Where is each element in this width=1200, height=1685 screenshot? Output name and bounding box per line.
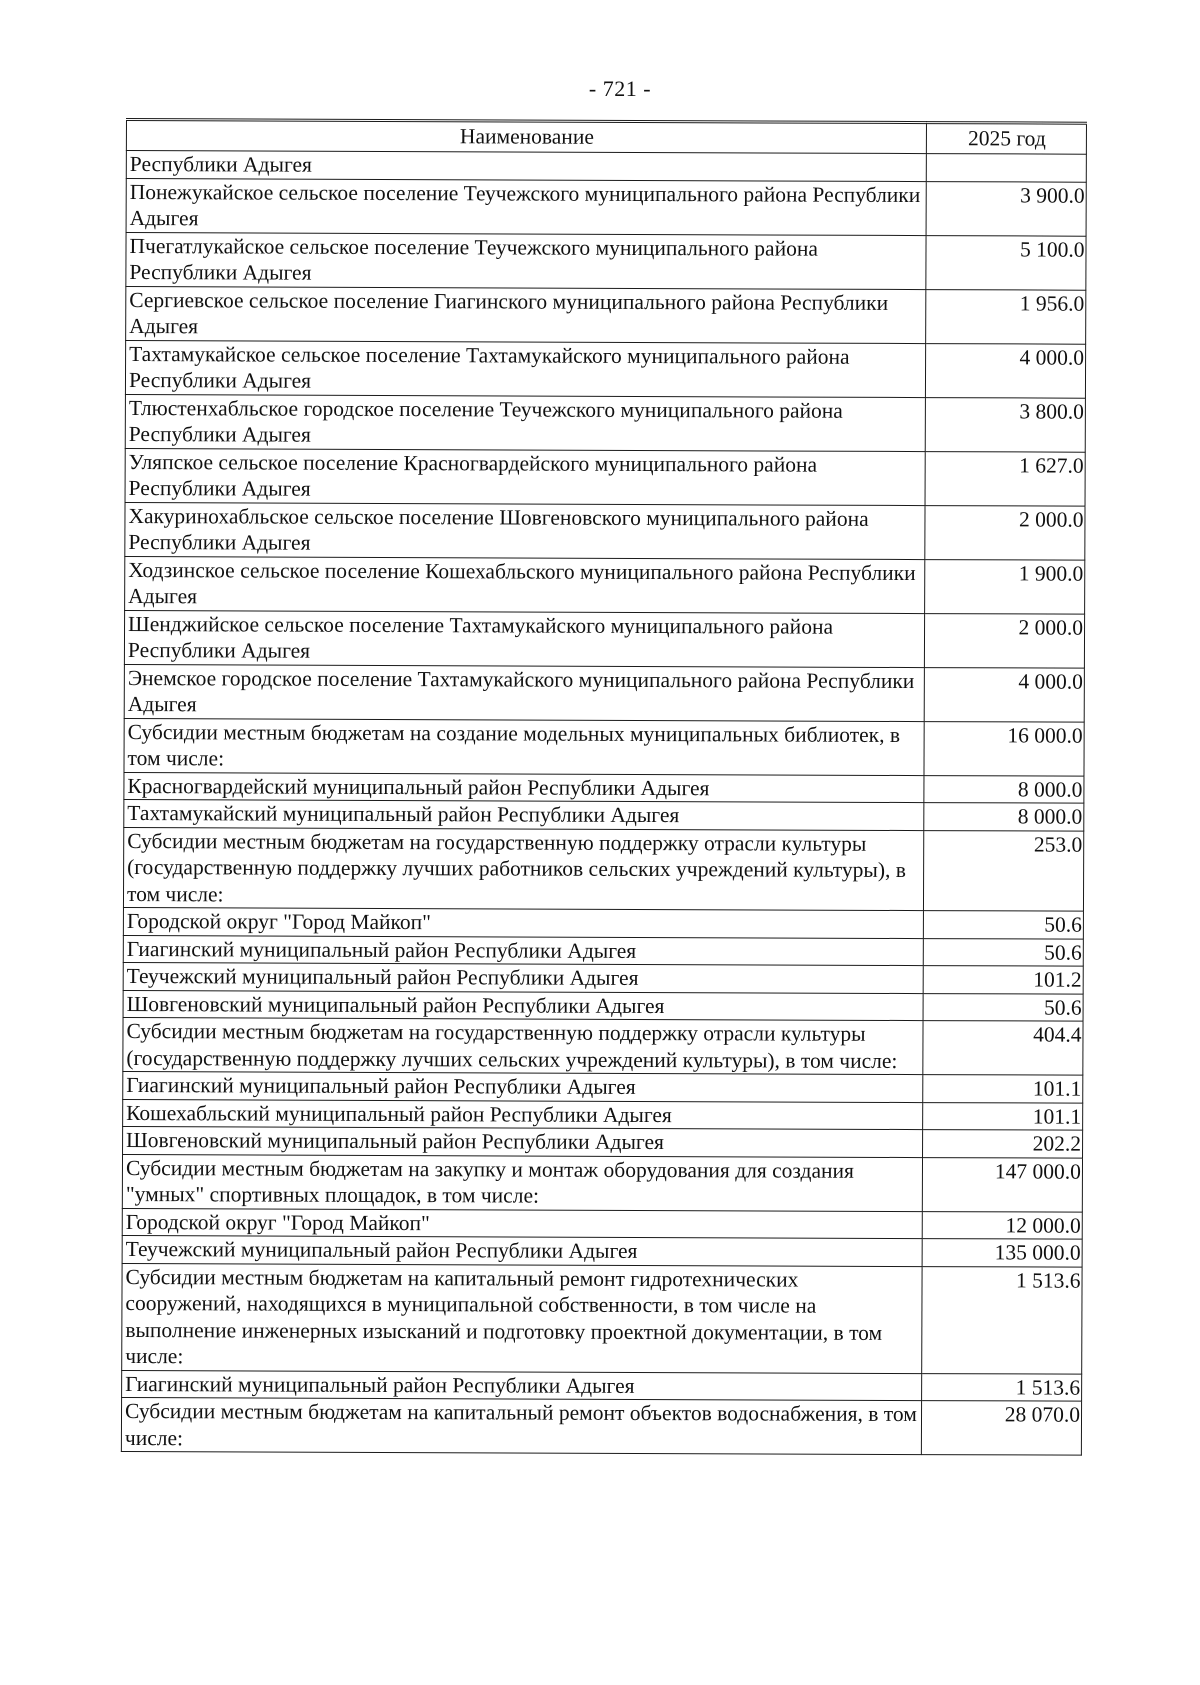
budget-table-container: [121, 118, 1086, 1456]
row-value-cell: 147 000.0: [922, 1157, 1082, 1212]
row-value-cell: 202.2: [923, 1130, 1083, 1158]
row-name-cell: Кошехабльский муниципальный район Республики Адыгея: [123, 1099, 923, 1130]
table-row: [126, 232, 1086, 290]
row-value-cell: 4 000.0: [925, 343, 1085, 398]
row-value-cell: 2 000.0: [925, 505, 1085, 560]
row-name-cell: Субсидии местным бюджетам на закупку и монтаж оборудования для создания "умных" спортивных площадок, в том числе:: [122, 1154, 922, 1211]
table-row: [122, 1263, 1082, 1374]
row-value-cell: 404.4: [923, 1021, 1083, 1076]
row-value-cell: 101.1: [923, 1102, 1083, 1130]
row-name-cell: Шенджийское сельское поселение Тахтамукайского муниципального района Республики Адыгея: [124, 610, 924, 667]
row-value-cell: 101.1: [923, 1075, 1083, 1103]
table-row: [124, 610, 1084, 668]
table-row: [125, 448, 1085, 506]
row-name-cell: Понежукайское сельское поселение Теучежского муниципального района Республики Адыгея: [126, 178, 926, 235]
row-name-cell: Пчегатлукайское сельское поселение Теучежского муниципального района Республики Адыгея: [126, 232, 926, 289]
row-value-cell: 28 070.0: [921, 1401, 1081, 1456]
table-row: [124, 799, 1084, 830]
row-name-cell: Теучежский муниципальный район Республики Адыгея: [123, 962, 923, 993]
row-value-cell: 50.6: [923, 938, 1083, 966]
table-row: [126, 151, 1086, 182]
row-name-cell: Шовгеновский муниципальный район Республики Адыгея: [123, 1126, 923, 1157]
row-name-cell: Гиагинский муниципальный район Республики Адыгея: [123, 1071, 923, 1102]
row-name-cell: Гиагинский муниципальный район Республики Адыгея: [122, 1370, 922, 1401]
table-row: [125, 502, 1085, 560]
column-header-year: 2025 год: [926, 123, 1086, 155]
row-value-cell: 50.6: [923, 993, 1083, 1021]
row-name-cell: Гиагинский муниципальный район Республики Адыгея: [123, 935, 923, 966]
table-row: [124, 772, 1084, 803]
row-value-cell: 1 513.6: [922, 1373, 1082, 1401]
row-name-cell: Тахтамукайский муниципальный район Республики Адыгея: [124, 799, 924, 830]
table-row: [126, 178, 1086, 236]
table-row: [122, 1235, 1082, 1266]
row-value-cell: [926, 154, 1086, 182]
row-value-cell: 1 627.0: [925, 451, 1085, 506]
table-row: [123, 907, 1083, 938]
table-header-row: [126, 120, 1086, 155]
row-name-cell: Красногвардейский муниципальный район Республики Адыгея: [124, 772, 924, 803]
row-name-cell: Шовгеновский муниципальный район Республики Адыгея: [123, 990, 923, 1021]
row-value-cell: 2 000.0: [924, 613, 1084, 668]
table-row: [123, 990, 1083, 1021]
table-row: [124, 664, 1084, 722]
table-row: [124, 718, 1084, 776]
row-name-cell: Уляпское сельское поселение Красногвардейского муниципального района Республики Адыгея: [125, 448, 925, 505]
table-row: [125, 394, 1085, 452]
table-row: [121, 1397, 1081, 1455]
row-name-cell: Субсидии местным бюджетам на капитальный ремонт гидротехнических сооружений, находящихся в муниципальной собственности, в том числе на выполнение инженерных изысканий и подготовку проектной документации, в том числе:: [122, 1263, 922, 1373]
row-value-cell: 3 800.0: [925, 397, 1085, 452]
row-value-cell: 12 000.0: [922, 1211, 1082, 1239]
row-name-cell: Субсидии местным бюджетам на капитальный ремонт объектов водоснабжения, в том числе:: [121, 1397, 921, 1454]
table-row: [123, 935, 1083, 966]
row-value-cell: 8 000.0: [924, 803, 1084, 831]
table-row: [126, 286, 1086, 344]
row-value-cell: 5 100.0: [926, 235, 1086, 290]
row-value-cell: 3 900.0: [926, 181, 1086, 236]
row-name-cell: Тахтамукайское сельское поселение Тахтамукайского муниципального района Республики Адыгея: [125, 340, 925, 397]
table-row: [122, 1208, 1082, 1239]
row-value-cell: 1 513.6: [922, 1266, 1082, 1374]
page-number: - 721 -: [588, 76, 652, 101]
table-row: [123, 1017, 1083, 1075]
row-name-cell: Ходзинское сельское поселение Кошехабльского муниципального района Республики Адыгея: [125, 556, 925, 613]
table-row: [122, 1154, 1082, 1212]
row-value-cell: 16 000.0: [924, 721, 1084, 776]
table-row: [123, 1126, 1083, 1157]
row-name-cell: Теучежский муниципальный район Республики Адыгея: [122, 1235, 922, 1266]
row-name-cell: Республики Адыгея: [126, 151, 926, 182]
table-row: [123, 962, 1083, 993]
row-value-cell: 8 000.0: [924, 775, 1084, 803]
row-value-cell: 50.6: [923, 911, 1083, 939]
row-value-cell: 1 956.0: [926, 289, 1086, 344]
row-name-cell: Субсидии местным бюджетам на создание модельных муниципальных библиотек, в том числе:: [124, 718, 924, 775]
row-name-cell: Городской округ "Город Майкоп": [123, 907, 923, 938]
row-value-cell: 253.0: [923, 830, 1083, 911]
column-header-name: Наименование: [126, 120, 926, 154]
row-value-cell: 1 900.0: [925, 559, 1085, 614]
row-value-cell: 4 000.0: [924, 667, 1084, 722]
row-name-cell: Энемское городское поселение Тахтамукайского муниципального района Республики Адыгея: [124, 664, 924, 721]
budget-table: [121, 118, 1087, 1456]
row-value-cell: 101.2: [923, 966, 1083, 994]
row-name-cell: Тлюстенхабльское городское поселение Теучежского муниципального района Республики Адыгея: [125, 394, 925, 451]
row-name-cell: Субсидии местным бюджетам на государственную поддержку отрасли культуры (государственную поддержку лучших сельских учреждений культуры), в том числе:: [123, 1017, 923, 1074]
table-row: [125, 340, 1085, 398]
row-name-cell: Сергиевское сельское поселение Гиагинского муниципального района Республики Адыгея: [126, 286, 926, 343]
table-row: [123, 1071, 1083, 1102]
table-row: [125, 556, 1085, 614]
table-row: [123, 827, 1083, 911]
table-row: [122, 1370, 1082, 1401]
row-name-cell: Хакуринохабльское сельское поселение Шовгеновского муниципального района Республики Адыгея: [125, 502, 925, 559]
table-body: [121, 151, 1086, 1456]
table-row: [123, 1099, 1083, 1130]
row-name-cell: Городской округ "Город Майкоп": [122, 1208, 922, 1239]
row-name-cell: Субсидии местным бюджетам на государственную поддержку отрасли культуры (государственную поддержку лучших работников сельских учреждений культуры), в том числе:: [123, 827, 923, 911]
row-value-cell: 135 000.0: [922, 1239, 1082, 1267]
